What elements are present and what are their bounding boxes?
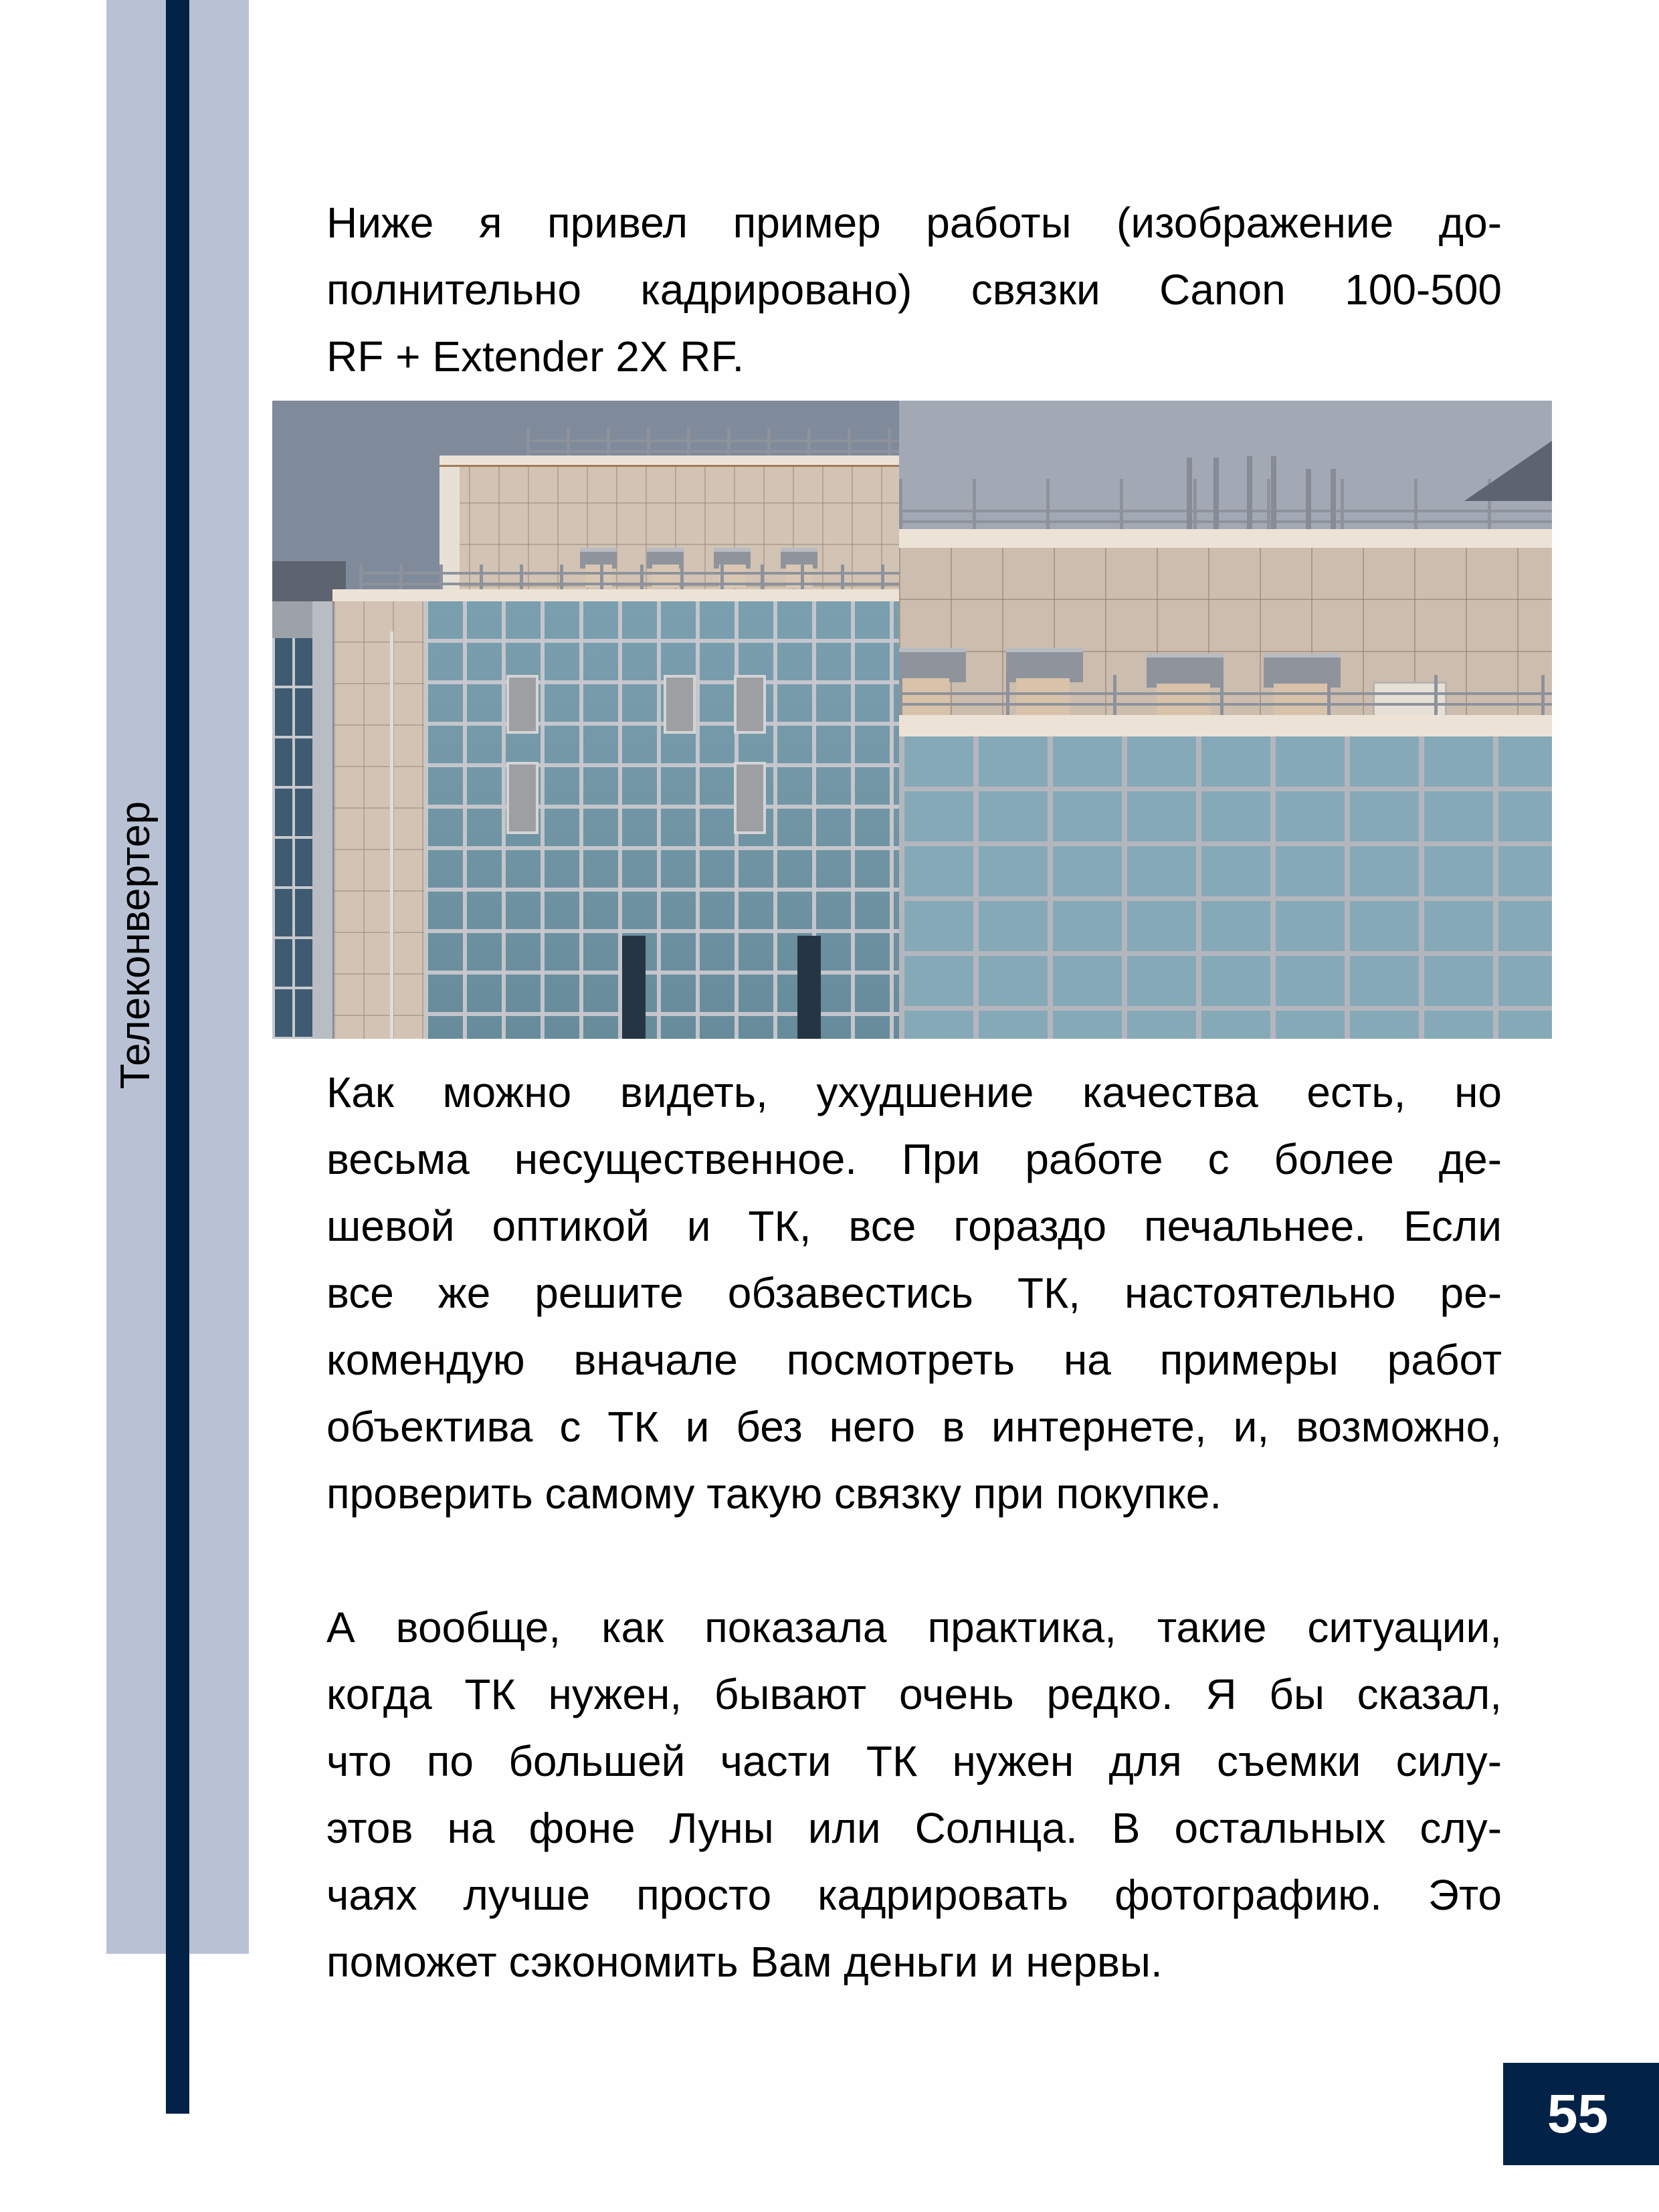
paragraph-intro — [326, 189, 1502, 390]
text-line: RF + Extender 2X RF. — [326, 332, 745, 381]
photo-left-crop — [272, 401, 899, 1039]
text-line: А вообще, как показала практика, такие ситуации, — [326, 1603, 1502, 1651]
text-line: поможет сэкономить Вам деньги и нервы. — [326, 1938, 1163, 1986]
page-number: 55 — [1503, 2063, 1659, 2165]
text-line: весьма несущественное. При работе с более де- — [326, 1135, 1502, 1183]
text-line: все же решите обзавестись ТК, настоятельно ре- — [326, 1269, 1502, 1317]
paragraph-conclusion — [326, 1594, 1502, 1995]
section-title: Телеконвертер — [112, 801, 159, 1090]
text-line: что по большей части ТК нужен для съемки силу- — [326, 1737, 1502, 1785]
text-line: этов на фоне Луны или Солнца. В остальных слу- — [326, 1804, 1502, 1852]
text-line: проверить самому такую связку при покупке. — [326, 1470, 1222, 1518]
text-line: шевой оптикой и ТК, все гораздо печальнее. Если — [326, 1202, 1502, 1250]
photo-right-crop — [899, 401, 1552, 1039]
text-line: комендую вначале посмотреть на примеры работ — [326, 1336, 1502, 1384]
text-line: объектива с ТК и без него в интернете, и, возможно, — [326, 1403, 1502, 1451]
paragraph-quality — [326, 1059, 1502, 1527]
text-line: Ниже я привел пример работы (изображение до- — [326, 199, 1502, 247]
text-line: когда ТК нужен, бывают очень редко. Я бы сказал, — [326, 1670, 1502, 1718]
text-line: чаях лучше просто кадрировать фотографию. Это — [326, 1871, 1502, 1919]
comparison-photo — [272, 401, 1552, 1039]
sidebar-stripe — [166, 0, 189, 2114]
text-line: полнительно кадрировано) связки Canon 100-500 — [326, 266, 1502, 314]
text-line: Как можно видеть, ухудшение качества есть, но — [326, 1068, 1502, 1116]
